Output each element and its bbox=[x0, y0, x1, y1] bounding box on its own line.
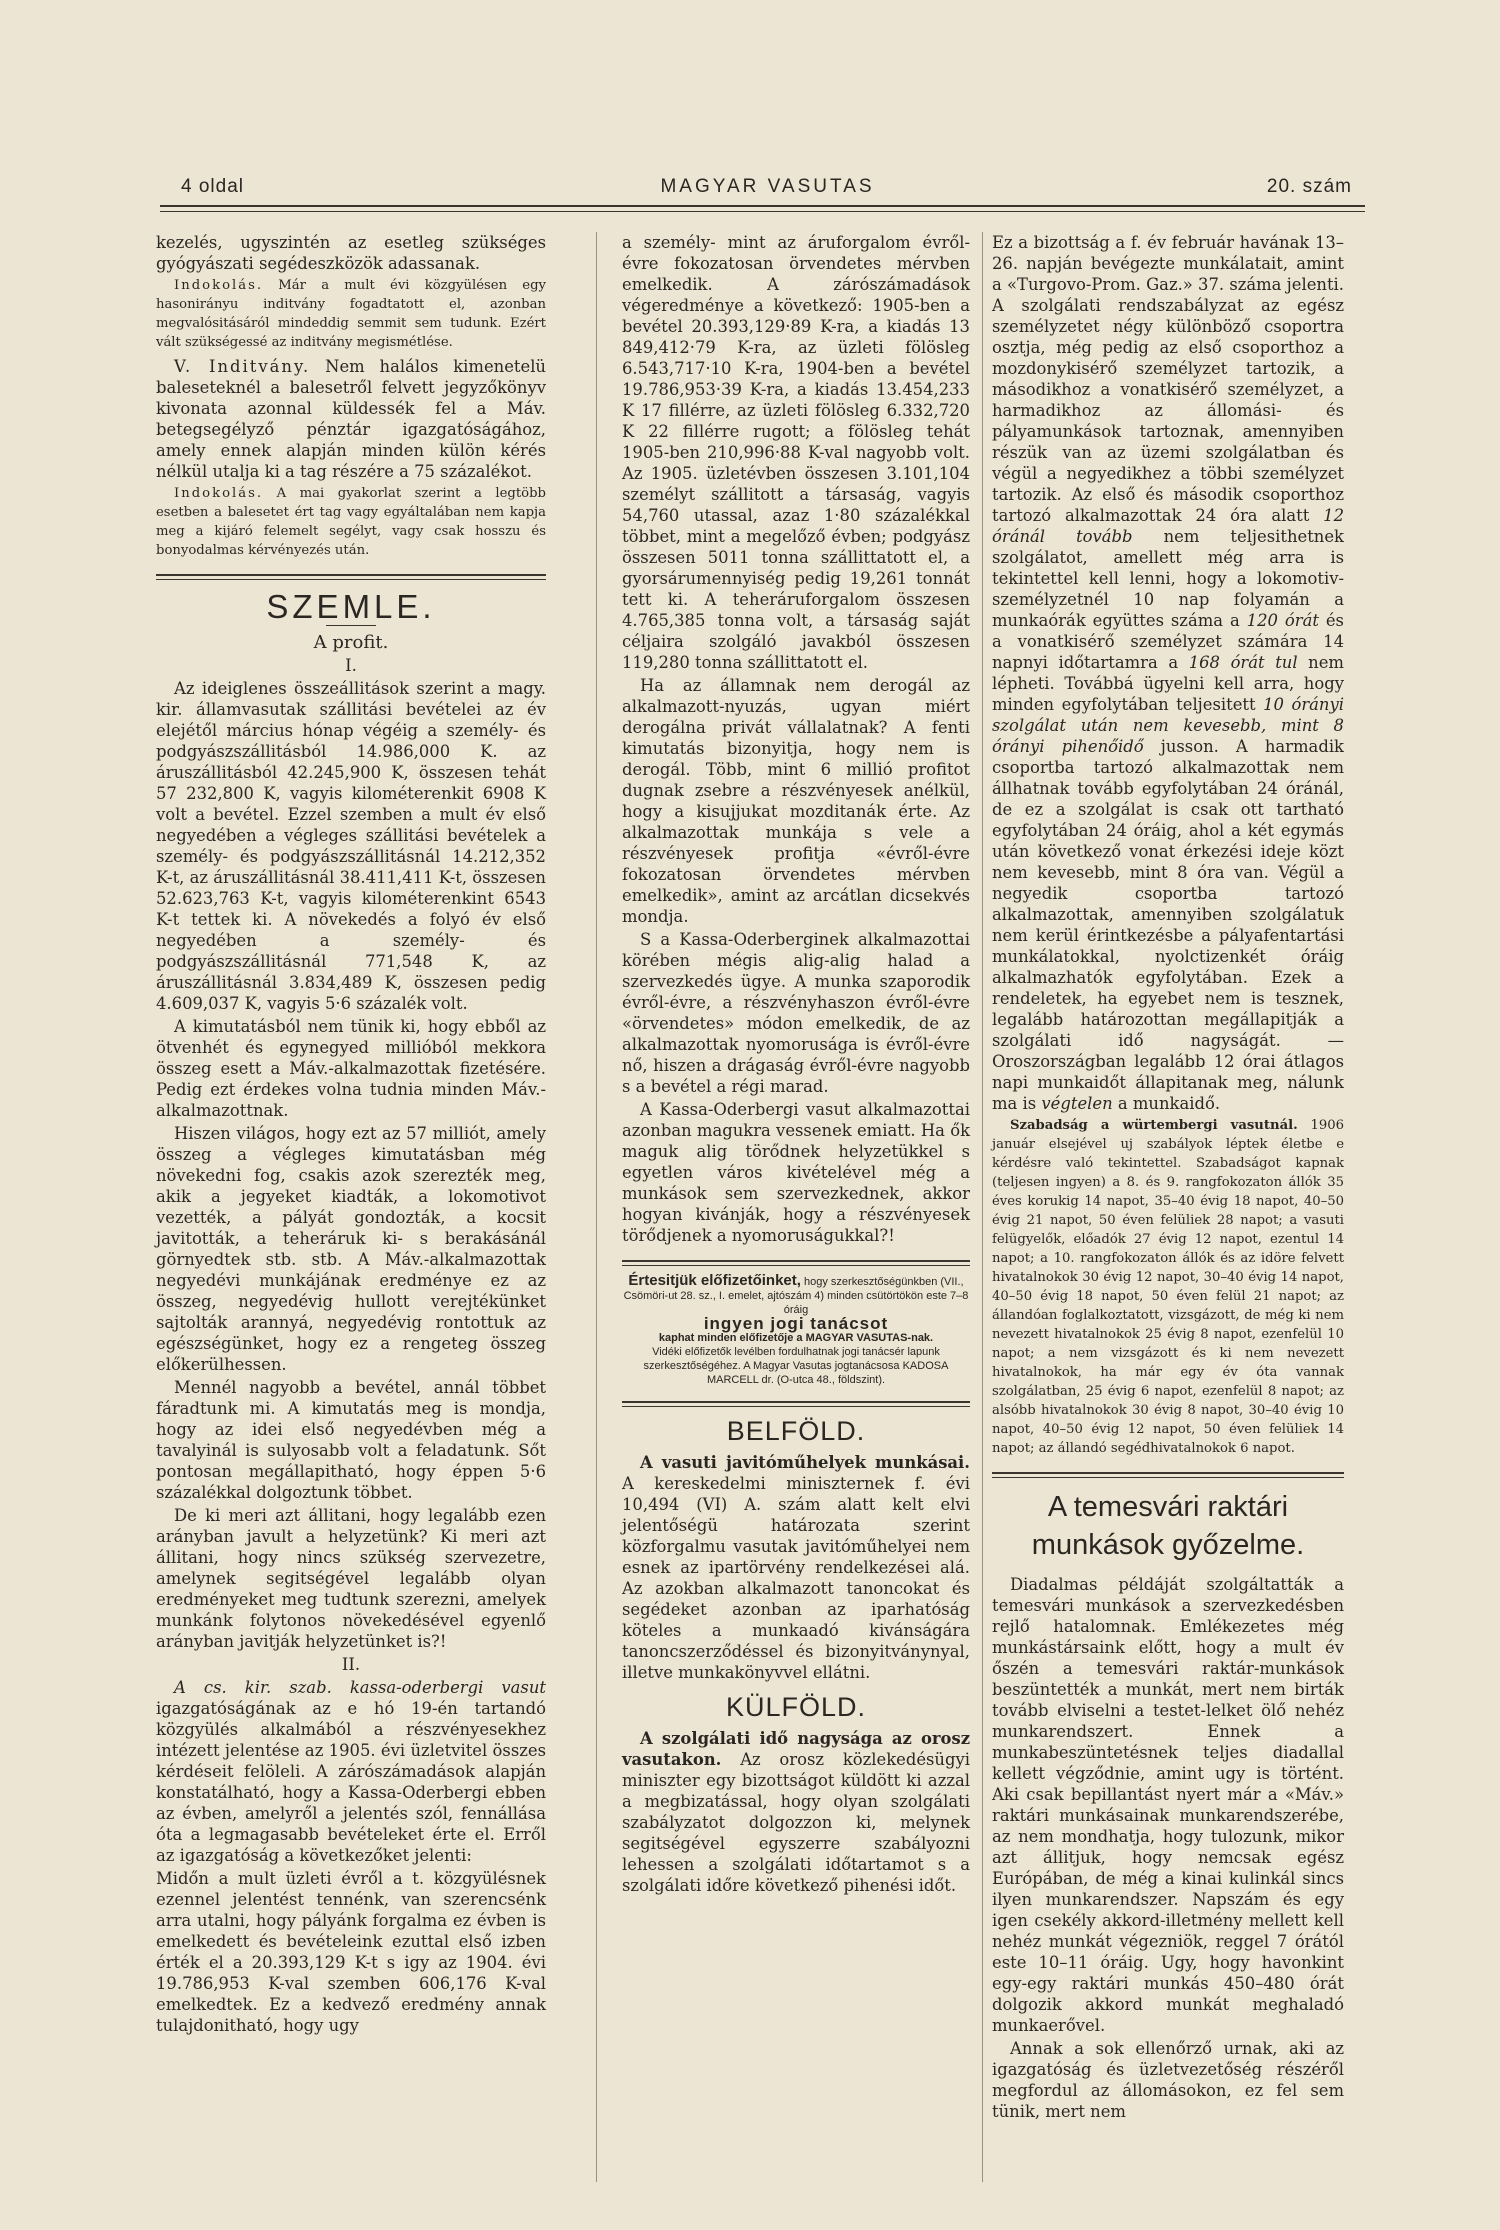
page-header bbox=[175, 172, 1360, 206]
column-divider bbox=[982, 232, 983, 2182]
article-headline: A temesvári raktári munkások győzelme. bbox=[1031, 1491, 1305, 1561]
paragraph: Szabadság a würtembergi vasutnál. 1906 január elsejével uj szabályok léptek életbe e kérdésre való tekintettel. Szabadságot kapnak (teljesen ingyen) a 8. és 9. rangfokozaton állók 35 éves korukig 14 napot, 35–40 évig 18 napot, 40–50 évig 21 napot, 50 éven felüliek 28 napot; a vasuti felügyelők, előadók 27 évig 12 napot, ezentul 14 napot; a 10. rangfokozaton állók és az idöre felvett hivatalnokok 30 évig 12 napot, 30–40 évig 14 napot, 40–50 évig 18 napot, 50 éven felül 21 napot; az állandóan foglalkoztatott, vizsgázott, de még ki nem nevezett hivatalnokok 25 évig 8 napot, ezenfelül 10 napot; a nem vizsgázott és ki nem nevezett hivatalnokok, ha már egy év óta vannak szolgálatban, 25 évig 6 napot, ezenfelül 8 napot; az alsóbb hivatalnokok 30 évig 8 napot, 30–40 évig 10 napot, 40–50 évig 12 napot, 50 éven felüliek 14 napot; az állandó segédhivatalnokok 6 napot. bbox=[992, 1118, 1344, 1456]
article-subhead: A profit. bbox=[313, 632, 389, 653]
paragraph: Hiszen világos, hogy ezt az 57 milliót, amely összeg a végleges kimutatásban még növekedni fog, csakis azok szerezték meg, akik a jegyeket kiadták, a lokomotivot vezették, a pályát gondozták, a kocsit javitották, a teheráruk ki- s berakásánál görnyedtek stb. stb. A Máv.-alkalmazottak negyedévi munkájának eredménye ez az összeg, negyedévig hullott verejtékünket sajtolták arannyá, negyedévig rontottuk az egészségünket, hogy ez a rengeteg összeg előkerülhessen. bbox=[156, 1124, 546, 1374]
paragraph: De ki meri azt állitani, hogy legalább ezen arányban javult a helyzetünk? Ki meri azt állitani, hogy nincs szükség szervezetre, amelynek segitségével legalább olyan eredményeket meg tudtunk szerezni, amelyek munkánk folytonos növekedésével egyenlő arányban javitják helyzetünket is?! bbox=[156, 1506, 546, 1651]
section-title: KÜLFÖLD. bbox=[725, 1692, 867, 1722]
paragraph: A Kassa-Oderbergi vasut alkalmazottai azonban magukra vessenek emiatt. Ha ők maguk alig törődnek helyzetükkel s egyetlen város kivételével még a munkások sem szervezkednek, akkor hogyan kivánják, hogy a részvényesek törődjenek a nyomoruságukkal?! bbox=[622, 1100, 970, 1245]
column-divider bbox=[596, 232, 597, 2182]
page-number: 4 oldal bbox=[181, 176, 244, 197]
paragraph: V. Inditvány. Nem halálos kimenetelü baleseteknél a balesetről felvett jegyzőkönyv kivonata azonnal küldessék fel a Máv. betegsegélyző pénztár igazgatóságához, amely ennek alapján minden külön kérés nélkül utalja ki a tag részére a 75 százalékot. bbox=[156, 357, 546, 481]
section-rule bbox=[156, 574, 546, 580]
section-title: SZEMLE. bbox=[266, 588, 436, 625]
column-2 bbox=[622, 232, 970, 1898]
paragraph: Annak a sok ellenőrző urnak, aki az igazgatóság és üzletvezetőség részéről megfordul az állomásokon, ez fel sem tünik, mert nem bbox=[992, 2039, 1344, 2121]
paragraph: a személy- mint az áruforgalom évről-évre fokozatosan örvendetes mérvben emelkedik. A zárószámadások végeredménye a következő: 1905-ben a bevétel 20.393,129·89 K-ra, a kiadás 13 849,412·79 K-ra, az üzleti fölösleg 6.543,717·10 K-ra, 1904-ben a bevétel 19.786,953·39 K-ra, a kiadás 13.454,233 K 17 fillérre, az üzleti fölösleg 6.332,720 K 22 fillérre rugott; a fölösleg tehát 1905-ben 210,996·88 K-val nagyobb volt. Az 1905. üzletévben összesen 3.101,104 személyt szállitott a társaság, vagyis 54,760 utassal, azaz 1·80 százalékkal többet, mint a megelőző évben; podgyász összesen 5011 tonna szállittatott el, a gyorsárumennyiség pedig 19,261 tonnát tett ki. A teheráruforgalom összesen 4.765,385 tonna volt, a társaság saját céljaira szolgáló javakból összesen 119,280 tonna szállittatott el. bbox=[622, 233, 970, 672]
paragraph: A vasuti javitóműhelyek munkásai. A kereskedelmi miniszternek f. évi 10,494 (VI) A. szám alatt kelt elvi jelentőségü határozata szerint közforgalmu vasutak javitóműhelyei nem esnek az ipartörvény rendelkezései alá. Az azokban alkalmazott tanoncokat és segédeket azonban az iparhatóság köteles a munkaadó kivánságára tanoncszerződéssel és bizonyitványnyal, illetve munkakönyvvel ellátni. bbox=[622, 1453, 970, 1682]
section-rule bbox=[622, 1260, 970, 1266]
issue-number: 20. szám bbox=[1266, 176, 1352, 197]
header-rule bbox=[160, 205, 1365, 212]
quote-paragraph: Midőn a mult üzleti évről a t. közgyülésnek ezennel jelentést tennénk, van szerencsénk arra utalni, hogy pályánk forgalma ez évben is emelkedett és bevételeink ezuttal első izben érték el a 20.393,129 K-t s igy az 1904. évi 19.786,953 K-val szemben 606,176 K-val emelkedtek. Ez a kedvező eredmény annak tulajdonitható, hogy ugy bbox=[156, 1869, 546, 2035]
section-rule bbox=[622, 1401, 970, 1407]
paragraph: kezelés, ugyszintén az esetleg szükséges gyógyászati segédeszközök adassanak. bbox=[156, 233, 546, 273]
roman-numeral: I. bbox=[345, 656, 357, 675]
paragraph: Ez a bizottság a f. év február havának 13–26. napján bevégezte munkálatait, amint a «Turgovo-Prom. Gaz.» 37. száma jelenti. A szolgálati rendszabályzat az egész személyzetet négy különböző csoportra osztja, még pedig az első csoporthoz a mozdonykisérő személyzet tartozik, a másodikhoz a vonatkisérő személyzet, a harmadikhoz az állomási- és pályamunkások tartoznak, amennyiben részük van az üzemi szolgálatban és végül a negyedikhez a többi személyzet tartozik. Az első és második csoporthoz tartozó alkalmazottak 24 óra alatt 12 óránál tovább nem teljesithetnek szolgálatot, amellett még arra is tekintettel kell lenni, hogy a lokomotiv-személyzetnél 10 nap folyamán a munkaórák együttes száma a 120 órát és a vonatkisérő személyzet számára 14 napnyi időtartamra a 168 órát tul nem lépheti. Továbbá ügyelni kell arra, hogy minden egyfolytában teljesitett 10 órányi szolgálat után nem kevesebb, mint 8 órányi pihenőidő jusson. A harmadik csoportba tartozó alkalmazottak nem állhatnak tovább egyfolytában 24 óránál, de ez a szolgálat is csak ott tartható egyfolytában 24 óráig, ahol a két egymás után következő vonat érkezési ideje közt nem kevesebb, mint 8 óra van. Végül a negyedik csoportba tartozó alkalmazottak, amennyiben szolgálatuk nem kerül érintkezésbe a pályafentartási munkálatokkal, nyolctizenkét óráig alkalmazhatók egyfolytában. Ezek a rendeletek, ha egyebet nem is tesznek, legalább határozottan megállapitják a szolgálati idő nagyságát. — Oroszországban legalább 12 órai átlagos napi munkaidőt állapitanak meg, nálunk ma is végtelen a munkaidő. bbox=[992, 233, 1344, 1113]
paragraph: Diadalmas példáját szolgáltatták a temesvári munkások a szervezkedésben rejlő hatalomnak. Emlékezetes még munkástársaink előtt, hogy a mult év őszén a temesvári raktár-munkások beszüntették a munkát, mert nem birták tovább elviselni a testet-lelket ölő nehéz munkarendszert. Ennek a munkabeszüntetésnek teljes diadallal kellett végződnie, amint ugy is történt. Aki csak bepillantást nyert már a «Máv.» raktári munkásainak munkarendszerébe, az nem mondhatja, hogy tulozunk, mikor azt állitjuk, hogy nemcsak egész Európában, de még a kinai kulinkál sincs ilyen munkarendszer. Napszám és egy igen csekély akkord-illetmény mellett kell nehéz munkát végezniök, reggel 7 órától este 10–11 óráig. Ugy, hogy havonkint egy-egy raktári munkás 450–480 órát dolgozik akkord munkát meghaladó munkaerővel. bbox=[992, 1575, 1344, 2035]
paragraph: Indokolás. A mai gyakorlat szerint a legtöbb esetben a balesetet ért tag vagy egyáltalában nem kapja meg a kijáró felemelt segélyt, vagy csak hosszu és bonyodalmas kérvényezés után. bbox=[156, 486, 546, 558]
paragraph: Mennél nagyobb a bevétel, annál többet fáradtunk mi. A kimutatás meg is mondja, hogy az idei első negyedévben még a tavalyinál is sulyosabb volt a feladatunk. Sőt pontosan megállapitható, hogy éppen 5·6 százalékkal dolgoztunk többet. bbox=[156, 1378, 546, 1502]
column-3 bbox=[992, 232, 1344, 2124]
section-title: BELFÖLD. bbox=[726, 1416, 866, 1446]
legal-advice-notice: Értesitjük előfizetőinket, hogy szerkesztőségünkben (VII., Csömöri-ut 28. sz., I. emelet, ajtószám 4) minden csütörtökön este 7–8 óráig ingyen jogi tanácsot kaphat minden előfizetője a MAGYAR VASUTAS-nak. Vidéki előfizetők levélben fordulhatnak jogi tanácsér lapunk szerkesztőségéhez. A Magyar Vasutas jogtanácsosa KADOSA MARCELL dr. (O-utca 48., földszint). bbox=[623, 1272, 969, 1386]
paragraph: Indokolás. Már a mult évi közgyülésen egy hasonirányu inditvány fogadtatott el, azonban megvalósitásáról mindeddig semmit sem tudunk. Ezért vált szükségessé az inditvány megismétlése. bbox=[156, 278, 546, 350]
roman-numeral: II. bbox=[341, 1655, 361, 1674]
short-rule bbox=[326, 625, 376, 626]
paragraph: Ha az államnak nem derogál az alkalmazott-nyuzás, ugyan miért derogálna privát vállalatnak? A fenti kimutatás bizonyitja, hogy nem is derogál. Több, mint 6 millió profitot dugnak zsebre a részvényesek anélkül, hogy a kisujjukat mozditanák érte. Az alkalmazottak munkája s vele a részvényesek profitja «évről-évre fokozatosan örvendetes mérvben emelkedik», amint az arcátlan dicsekvés mondja. bbox=[622, 676, 970, 926]
column-1 bbox=[156, 232, 546, 2038]
paragraph: A cs. kir. szab. kassa-oderbergi vasut igazgatóságának az e hó 19-én tartandó közgyülés alkalmából a részvényesekhez intézett jelentése az 1905. évi üzletvitel összes kérdéseit felöleli. A zárószámadások alapján konstatálható, hogy a Kassa-Oderbergi ebben az évben, amelyről a jelentés szól, fennállása óta a legmagasabb bevételeket érte el. Erről az igazgatóság a következőket jelenti: bbox=[156, 1678, 546, 1865]
paragraph: Az ideiglenes összeállitások szerint a magy. kir. államvasutak szállitási bevételei az év elejétől március hónap végéig a személy- és podgyászszállitásból 14.986,000 K. az áruszállitásból 42.245,900 K, összesen tehát 57 232,800 K, vagyis kilométerenkit 6908 K volt a bevétel. Ezzel szemben a mult év első negyedében a végleges szállitási bevételek a személy- és podgyászszállitásnál 14.212,352 K-t, az áruszállitásnál 38.411,411 K-t, összesen 52.623,763 K-t, vagyis kilométerenkint 6543 K-t tettek ki. A növekedés a folyó év első negyedében a személy- és podgyászszállitásnál 771,548 K, az áruszállitásnál 3.834,489 K, összesen pedig 4.609,037 K, vagyis 5·6 százalék volt. bbox=[156, 679, 546, 1013]
paragraph: S a Kassa-Oderberginek alkalmazottai körében mégis alig-alig halad a szervezkedés ügye. A munka szaporodik évről-évre, a részvényhaszon évről-évre «örvendetes» módon emelkedik, de az alkalmazottak nyomorusága is évről-évre nő, hiszen a drágaság évről-évre nagyobb s a bevétel a régi marad. bbox=[622, 930, 970, 1096]
newspaper-title: MAGYAR VASUTAS bbox=[660, 176, 875, 197]
paragraph: A kimutatásból nem tünik ki, hogy ebből az ötvenhét és egynegyed millióból mekkora összeg esett a Máv.-alkalmazottak fizetésére. Pedig ezt érdekes volna tudnia minden Máv.-alkalmazottnak. bbox=[156, 1017, 546, 1120]
paragraph: A szolgálati idő nagysága az orosz vasutakon. Az orosz közlekedésügyi miniszter egy bizottságot küldött ki azzal a megbizatással, hogy olyan szolgálati szabályzatot dolgozzon ki, melynek segitségével egyszerre szabályozni lehessen a szolgálati időtartamot s a szolgálati időre következő pihenési időt. bbox=[622, 1729, 970, 1895]
section-rule bbox=[992, 1472, 1344, 1478]
